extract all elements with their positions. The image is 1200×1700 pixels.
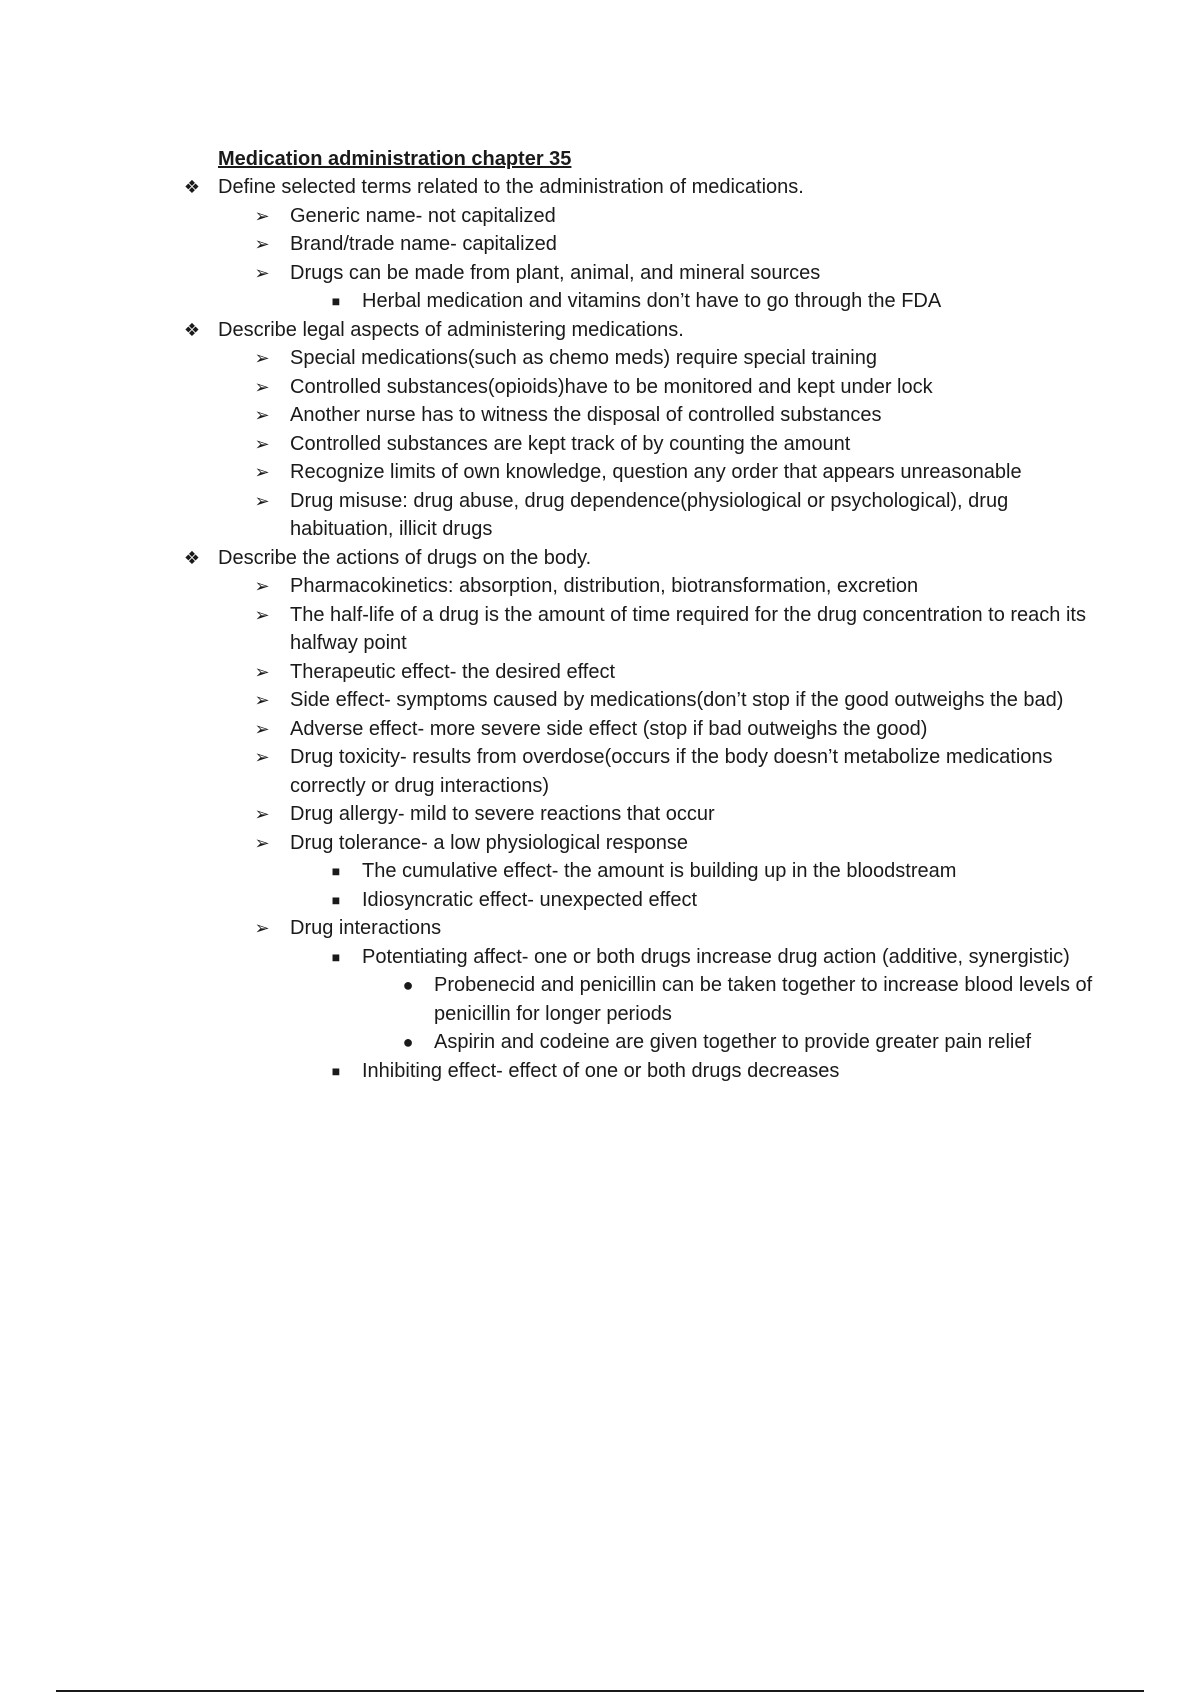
list-item-text: Drug interactions <box>290 917 442 939</box>
list-item-text: Special medications(such as chemo meds) require special training <box>290 347 877 369</box>
square-bullet-icon: ■ <box>331 948 341 965</box>
objective-text: Describe legal aspects of administering medications. <box>218 318 684 341</box>
list-item <box>218 202 1098 231</box>
sub-list <box>290 857 1098 914</box>
list-item-text: Herbal medication and vitamins don’t have to go through the FDA <box>362 290 942 312</box>
arrow-bullet-icon: ➢ <box>254 718 270 739</box>
list-item-text: Recognize limits of own knowledge, question any order that appears unreasonable <box>290 461 1022 483</box>
square-bullet-icon: ■ <box>331 1062 341 1079</box>
objective-text: Define selected terms related to the administration of medications. <box>218 176 804 198</box>
list-item-text: Another nurse has to witness the disposal of controlled substances <box>290 404 882 426</box>
sub-list <box>218 572 1098 1085</box>
list-item-text: Generic name- not capitalized <box>290 204 556 227</box>
list-item-text: Drug tolerance- a low physiological response <box>290 831 688 854</box>
list-item <box>218 373 1098 402</box>
list-item <box>218 914 1098 1085</box>
list-item <box>218 800 1098 829</box>
list-item <box>218 601 1098 658</box>
list-item <box>218 344 1098 373</box>
list-item-text: Therapeutic effect- the desired effect <box>290 660 616 683</box>
page-bottom-rule <box>56 1690 1144 1692</box>
arrow-bullet-icon: ➢ <box>254 490 270 511</box>
list-item-text: Potentiating affect- one or both drugs increase drug action (additive, synergistic) <box>362 945 1070 968</box>
dot-bullet-icon: ● <box>402 975 414 995</box>
list-item-text: Drug allergy- mild to severe reactions that occur <box>290 803 715 825</box>
square-bullet-icon: ■ <box>331 863 341 879</box>
list-item <box>218 259 1098 316</box>
sub-list <box>290 287 1098 316</box>
list-item <box>218 743 1098 800</box>
list-item-text: Idiosyncratic effect- unexpected effect <box>362 888 698 911</box>
arrow-bullet-icon: ➢ <box>254 405 270 425</box>
list-item <box>218 715 1098 744</box>
arrow-bullet-icon: ➢ <box>254 661 270 682</box>
sub-list <box>290 943 1098 1086</box>
list-item-text: Aspirin and codeine are given together to provide greater pain relief <box>434 1031 1032 1053</box>
list-item <box>218 230 1098 259</box>
list-item <box>218 487 1098 544</box>
list-item <box>218 686 1098 715</box>
arrow-bullet-icon: ➢ <box>254 832 270 853</box>
arrow-bullet-icon: ➢ <box>254 376 270 397</box>
list-item <box>362 1028 1098 1057</box>
square-bullet-icon: ■ <box>331 293 341 309</box>
diamond-bullet-icon: ❖ <box>183 319 201 340</box>
list-item-text: Drugs can be made from plant, animal, and mineral sources <box>290 261 821 284</box>
outline-list <box>0 173 1200 1085</box>
list-item-text: Pharmacokinetics: absorption, distribution, biotransformation, excretion <box>290 575 919 597</box>
arrow-bullet-icon: ➢ <box>254 205 270 226</box>
list-item <box>218 829 1098 915</box>
list-item <box>218 430 1098 459</box>
list-item <box>290 857 1098 886</box>
objective-item <box>0 316 1098 544</box>
list-item <box>290 287 1098 316</box>
list-item <box>218 401 1098 430</box>
sub-list <box>362 971 1098 1057</box>
arrow-bullet-icon: ➢ <box>254 433 270 454</box>
list-item <box>218 458 1098 487</box>
list-item-text: Controlled substances(opioids)have to be monitored and kept under lock <box>290 375 933 398</box>
page-title: Medication administration chapter 35 <box>218 148 572 170</box>
objective-item <box>0 544 1098 1086</box>
objective-text: Describe the actions of drugs on the body. <box>218 546 592 569</box>
list-item-text: Drug misuse: drug abuse, drug dependence(physiological or psychological), drug habituation, illicit drugs <box>290 489 1009 540</box>
list-item <box>290 943 1098 1057</box>
list-item-text: Probenecid and penicillin can be taken together to increase blood levels of penicillin for longer periods <box>434 974 1093 1025</box>
arrow-bullet-icon: ➢ <box>254 604 270 625</box>
list-item <box>290 1057 1098 1086</box>
list-item-text: Adverse effect- more severe side effect (stop if bad outweighs the good) <box>290 717 928 740</box>
arrow-bullet-icon: ➢ <box>254 804 270 824</box>
list-item <box>218 572 1098 601</box>
arrow-bullet-icon: ➢ <box>254 690 270 710</box>
arrow-bullet-icon: ➢ <box>254 462 270 482</box>
list-item-text: The half-life of a drug is the amount of time required for the drug concentration to reach its halfway point <box>290 603 1086 654</box>
arrow-bullet-icon: ➢ <box>254 576 270 596</box>
list-item-text: Inhibiting effect- effect of one or both drugs decreases <box>362 1059 840 1082</box>
list-item <box>290 886 1098 915</box>
arrow-bullet-icon: ➢ <box>254 747 270 767</box>
list-item-text: Drug toxicity- results from overdose(occurs if the body doesn’t metabolize medications correctly or drug interactions) <box>290 746 1053 797</box>
square-bullet-icon: ■ <box>331 891 341 908</box>
arrow-bullet-icon: ➢ <box>254 262 270 283</box>
list-item-text: Brand/trade name- capitalized <box>290 233 557 255</box>
list-item <box>362 971 1098 1028</box>
diamond-bullet-icon: ❖ <box>183 177 201 197</box>
arrow-bullet-icon: ➢ <box>254 348 270 368</box>
objective-item <box>0 173 1098 316</box>
list-item-text: The cumulative effect- the amount is building up in the bloodstream <box>362 860 957 882</box>
arrow-bullet-icon: ➢ <box>254 918 270 938</box>
list-item <box>218 658 1098 687</box>
list-item-text: Side effect- symptoms caused by medications(don’t stop if the good outweighs the bad) <box>290 689 1064 711</box>
sub-list <box>218 202 1098 316</box>
dot-bullet-icon: ● <box>402 1032 414 1052</box>
diamond-bullet-icon: ❖ <box>183 547 201 568</box>
sub-list <box>218 344 1098 544</box>
list-item-text: Controlled substances are kept track of by counting the amount <box>290 432 851 455</box>
arrow-bullet-icon: ➢ <box>254 234 270 254</box>
